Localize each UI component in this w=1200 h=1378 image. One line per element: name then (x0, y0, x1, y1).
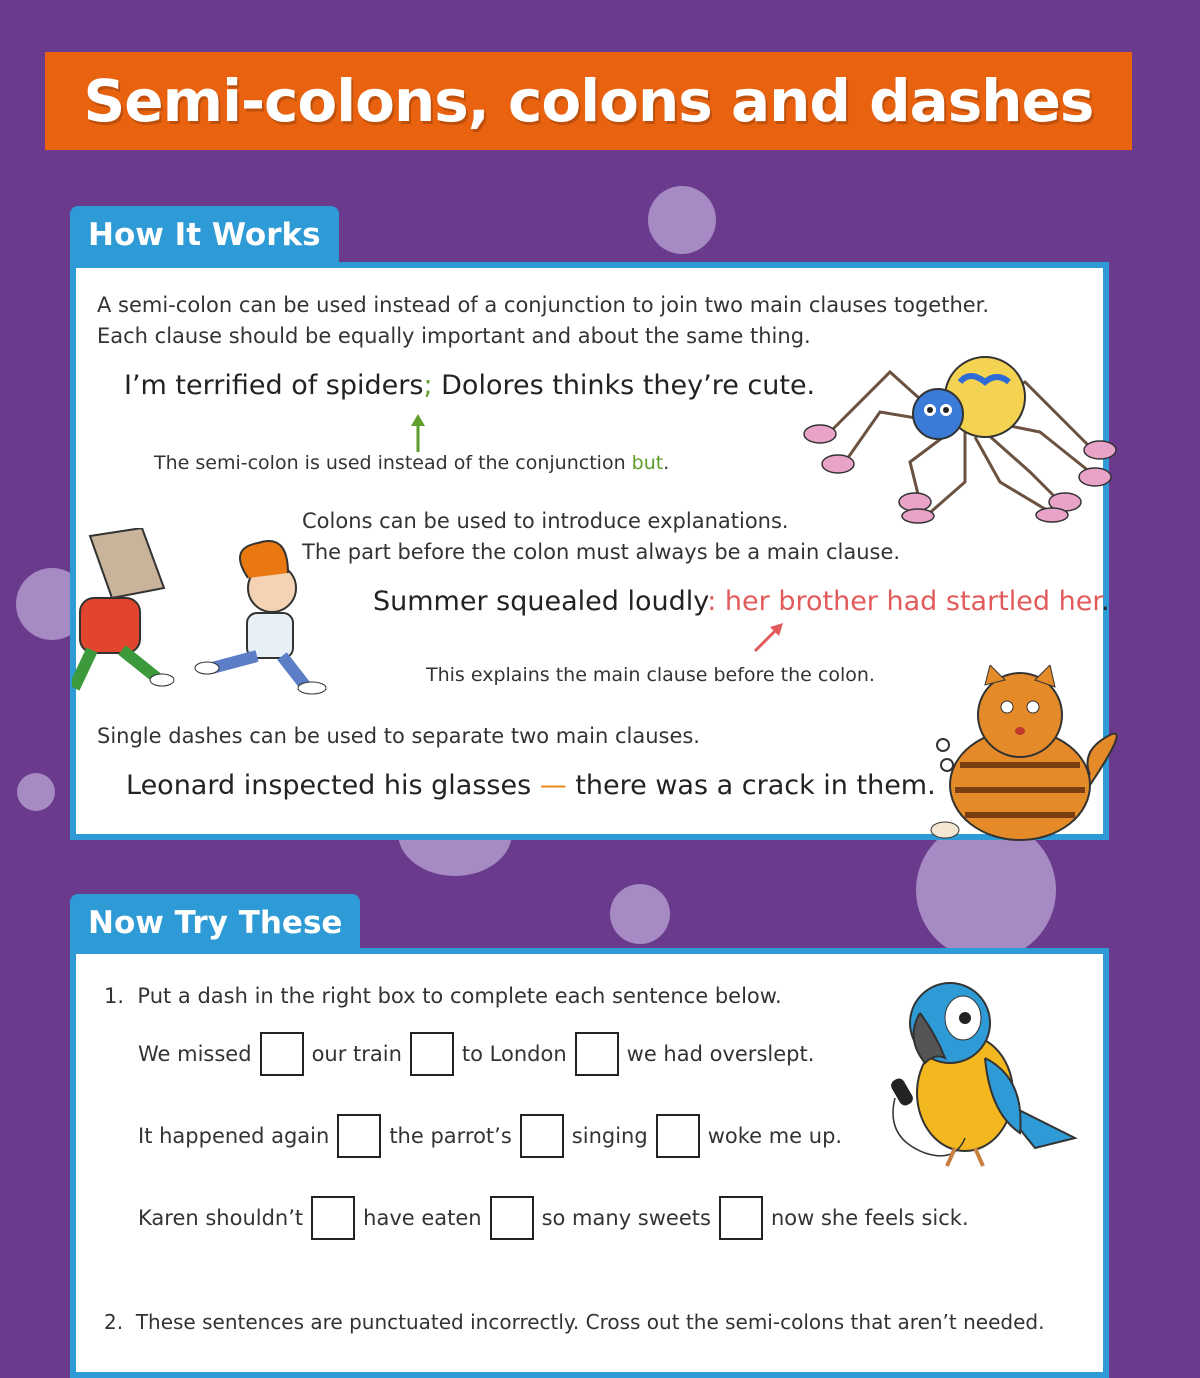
answer-box[interactable] (719, 1196, 763, 1240)
sentence-fragment: the parrot’s (389, 1124, 512, 1148)
sentence-fragment: to London (461, 1042, 567, 1066)
decorative-bubble (17, 773, 55, 811)
answer-box[interactable] (260, 1032, 304, 1076)
sentence-fragment: now she feels sick. (770, 1206, 969, 1230)
question-2 (104, 1310, 1044, 1334)
title-banner (45, 52, 1132, 150)
answer-box[interactable] (520, 1114, 564, 1158)
sentence-fragment: woke me up. (707, 1124, 843, 1148)
cat-illustration (925, 665, 1135, 845)
sentence-fragment: singing (571, 1124, 648, 1148)
answer-box[interactable] (656, 1114, 700, 1158)
kids-running-illustration (72, 528, 347, 700)
semicolon-note (154, 452, 669, 474)
dash-intro: Single dashes can be used to separate two main clauses. (97, 724, 700, 748)
semicolon-example (124, 370, 815, 401)
sentence-row (138, 1032, 814, 1076)
parrot-illustration (885, 978, 1080, 1173)
answer-box[interactable] (575, 1032, 619, 1076)
dash-example (126, 770, 936, 801)
sentence-fragment: It happened again (138, 1124, 330, 1148)
semicolon-mark: ; (423, 370, 433, 401)
sentence-fragment: We missed (138, 1042, 252, 1066)
question-1-prompt: Put a dash in the right box to complete each sentence below. (137, 984, 782, 1008)
sentence-fragment: so many sweets (541, 1206, 711, 1230)
green-arrow-icon (410, 414, 426, 454)
colon-intro-line-2: The part before the colon must always be a main clause. (302, 540, 901, 564)
semicolon-note-end: . (663, 452, 670, 474)
question-1-number: 1. (104, 984, 125, 1008)
semicolon-note-text: The semi-colon is used instead of the conjunction (154, 452, 632, 474)
question-2-number: 2. (104, 1310, 124, 1334)
sentence-row (138, 1114, 842, 1158)
question-2-prompt: These sentences are punctuated incorrectly. Cross out the semi-colons that aren’t needed. (135, 1310, 1045, 1334)
decorative-bubble (648, 186, 716, 254)
answer-box[interactable] (337, 1114, 381, 1158)
dash-mark: — (539, 770, 567, 801)
dash-example-before: Leonard inspected his glasses (126, 770, 540, 801)
semicolon-note-highlight: but (631, 452, 664, 474)
colon-example-before: Summer squealed loudly (373, 586, 708, 617)
page-title: Semi-colons, colons and dashes (83, 67, 1094, 135)
spider-illustration (790, 352, 1135, 524)
decorative-bubble (610, 884, 670, 944)
colon-example-end: . (1100, 586, 1110, 617)
sentence-fragment: Karen shouldn’t (138, 1206, 304, 1230)
answer-box[interactable] (311, 1196, 355, 1240)
sentence-fragment: our train (311, 1042, 402, 1066)
colon-note: This explains the main clause before the colon. (426, 664, 875, 686)
semicolon-intro-line-1: A semi-colon can be used instead of a conjunction to join two main clauses together. (97, 293, 990, 317)
dash-example-after: there was a crack in them. (566, 770, 936, 801)
sentence-row (138, 1196, 969, 1240)
sentence-fragment: have eaten (363, 1206, 482, 1230)
colon-example (373, 586, 1110, 617)
semicolon-intro-line-2: Each clause should be equally important and about the same thing. (97, 324, 811, 348)
red-arrow-icon (752, 620, 786, 654)
semicolon-example-after: Dolores thinks they’re cute. (432, 370, 816, 401)
colon-intro-line-1: Colons can be used to introduce explanations. (302, 509, 789, 533)
answer-box[interactable] (490, 1196, 534, 1240)
sentence-fragment: we had overslept. (626, 1042, 815, 1066)
semicolon-example-before: I’m terrified of spiders (124, 370, 424, 401)
colon-example-explanation: : her brother had startled her (707, 586, 1101, 617)
answer-box[interactable] (410, 1032, 454, 1076)
question-1 (104, 984, 782, 1008)
tab-how-it-works: How It Works (70, 206, 339, 264)
tab-now-try-these: Now Try These (70, 894, 360, 952)
